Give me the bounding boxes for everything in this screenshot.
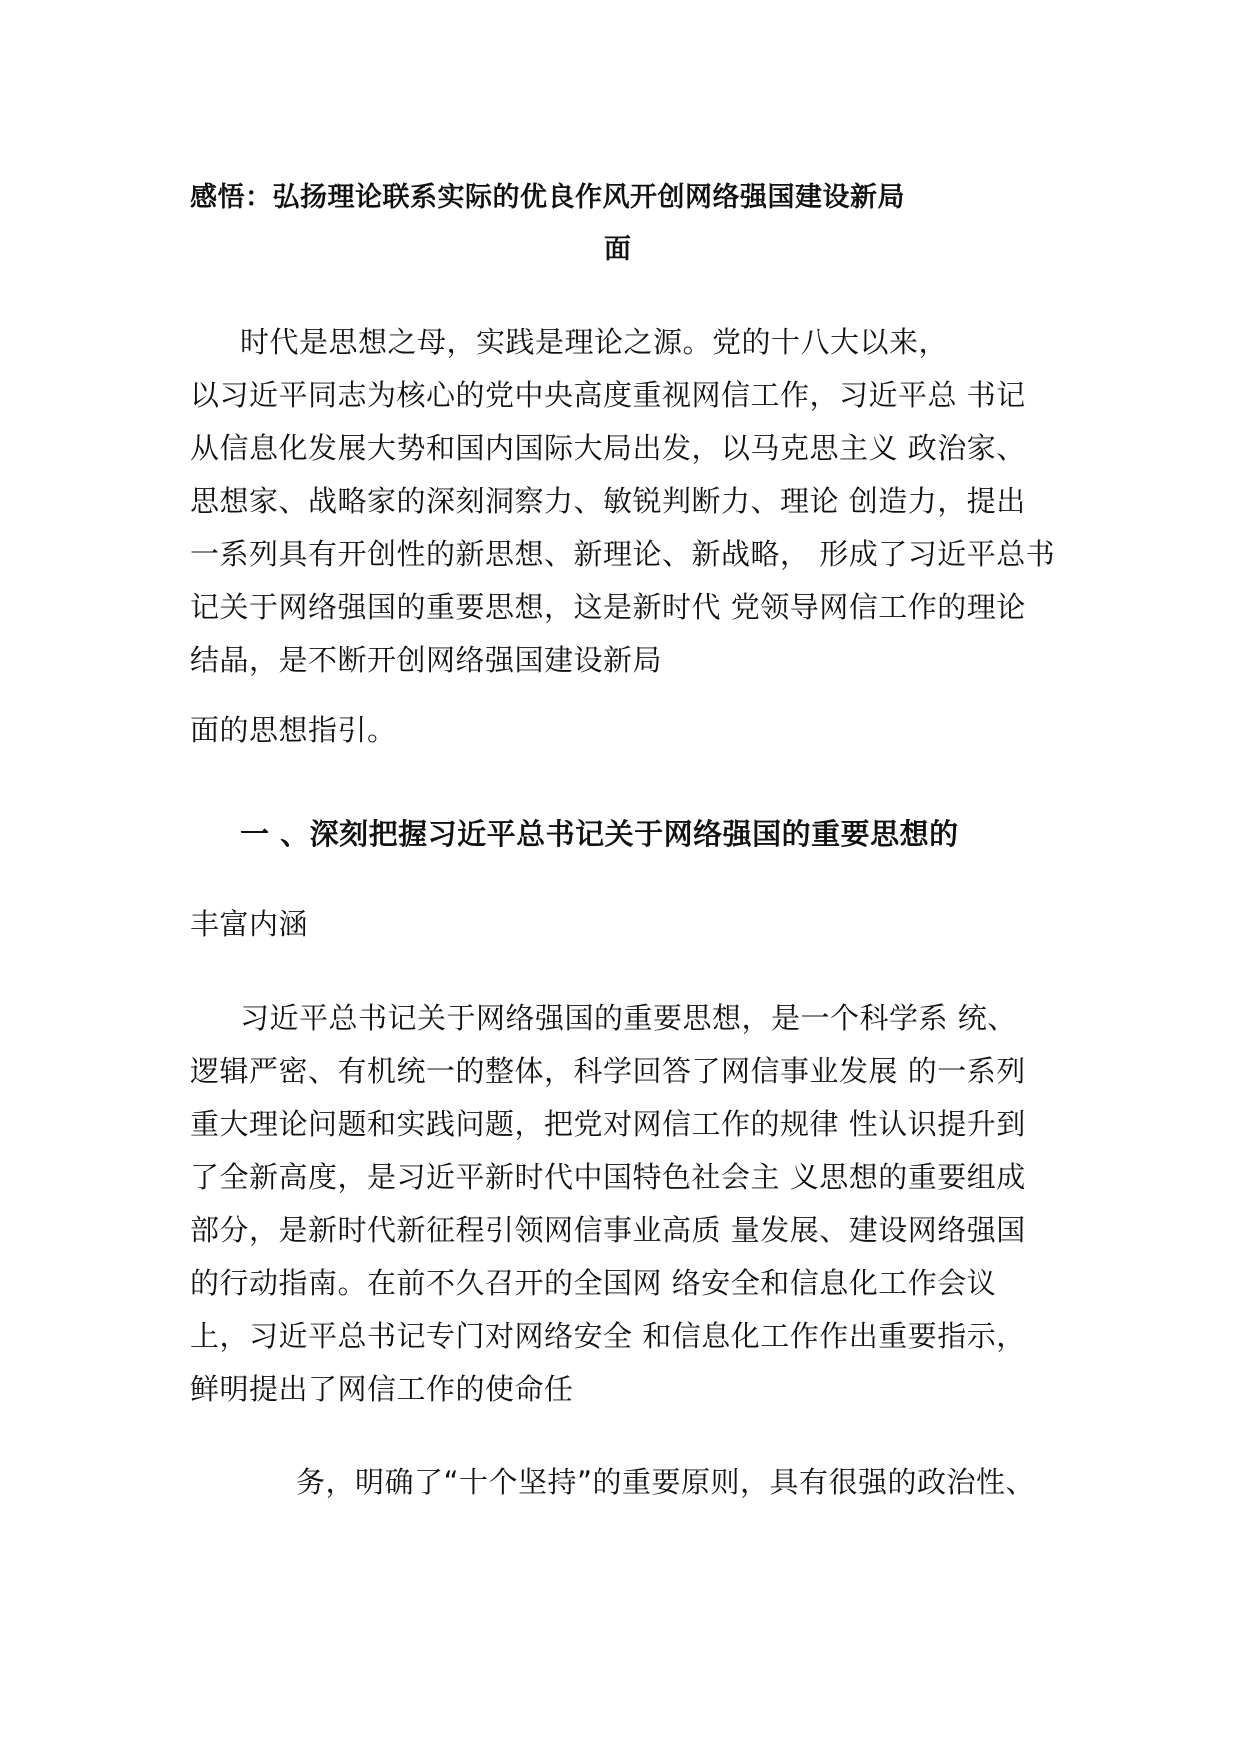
paragraph-line: 的行动指南。在前不久召开的全国网 络安全和信息化工作会议 bbox=[190, 1266, 997, 1300]
paragraph-line: 习近平总书记关于网络强国的重要思想，是一个科学系 统、 bbox=[240, 1001, 1017, 1035]
paragraph-line: 重大理论问题和实践问题，把党对网信工作的规律 性认识提升到 bbox=[190, 1107, 1026, 1141]
paragraph-line: 结晶，是不断开创网络强国建设新局 bbox=[190, 643, 663, 677]
paragraph-line: 逻辑严密、有机统一的整体，科学回答了网信事业发展 的一系列 bbox=[190, 1054, 1026, 1088]
paragraph-line: 时代是思想之母，实践是理论之源。党的十八大以来， bbox=[240, 325, 949, 359]
document-title-continued: 面 bbox=[604, 234, 632, 265]
document-title: 感悟：弘扬理论联系实际的优良作风开创网络强国建设新局 bbox=[190, 182, 905, 213]
paragraph-line: 以习近平同志为核心的党中央高度重视网信工作，习近平总 书记 bbox=[190, 378, 1026, 412]
paragraph-line: 记关于网络强国的重要思想，这是新时代 党领导网信工作的理论 bbox=[190, 590, 1026, 624]
paragraph-line: 思想家、战略家的深刻洞察力、敏锐判断力、理论 创造力，提出 bbox=[190, 484, 1026, 518]
paragraph-line: 面的思想指引。 bbox=[190, 713, 397, 747]
paragraph-line: 从信息化发展大势和国内国际大局出发，以马克思主义 政治家、 bbox=[190, 431, 1026, 465]
paragraph-line: 一系列具有开创性的新思想、新理论、新战略， 形成了习近平总书 bbox=[190, 537, 1056, 571]
paragraph-line: 了全新高度，是习近平新时代中国特色社会主 义思想的重要组成 bbox=[190, 1160, 1026, 1194]
paragraph-line: 鲜明提出了网信工作的使命任 bbox=[190, 1372, 574, 1406]
section-heading: 一 、深刻把握习近平总书记关于网络强国的重要思想的 bbox=[240, 817, 959, 851]
section-heading-continued: 丰富内涵 bbox=[190, 907, 309, 941]
paragraph-line: 务，明确了“十个坚持”的重要原则，具有很强的政治性、 bbox=[296, 1465, 1036, 1499]
paragraph-line: 上，习近平总书记专门对网络安全 和信息化工作作出重要指示， bbox=[190, 1319, 1026, 1353]
paragraph-line: 部分，是新时代新征程引领网信事业高质 量发展、建设网络强国 bbox=[190, 1213, 1026, 1247]
